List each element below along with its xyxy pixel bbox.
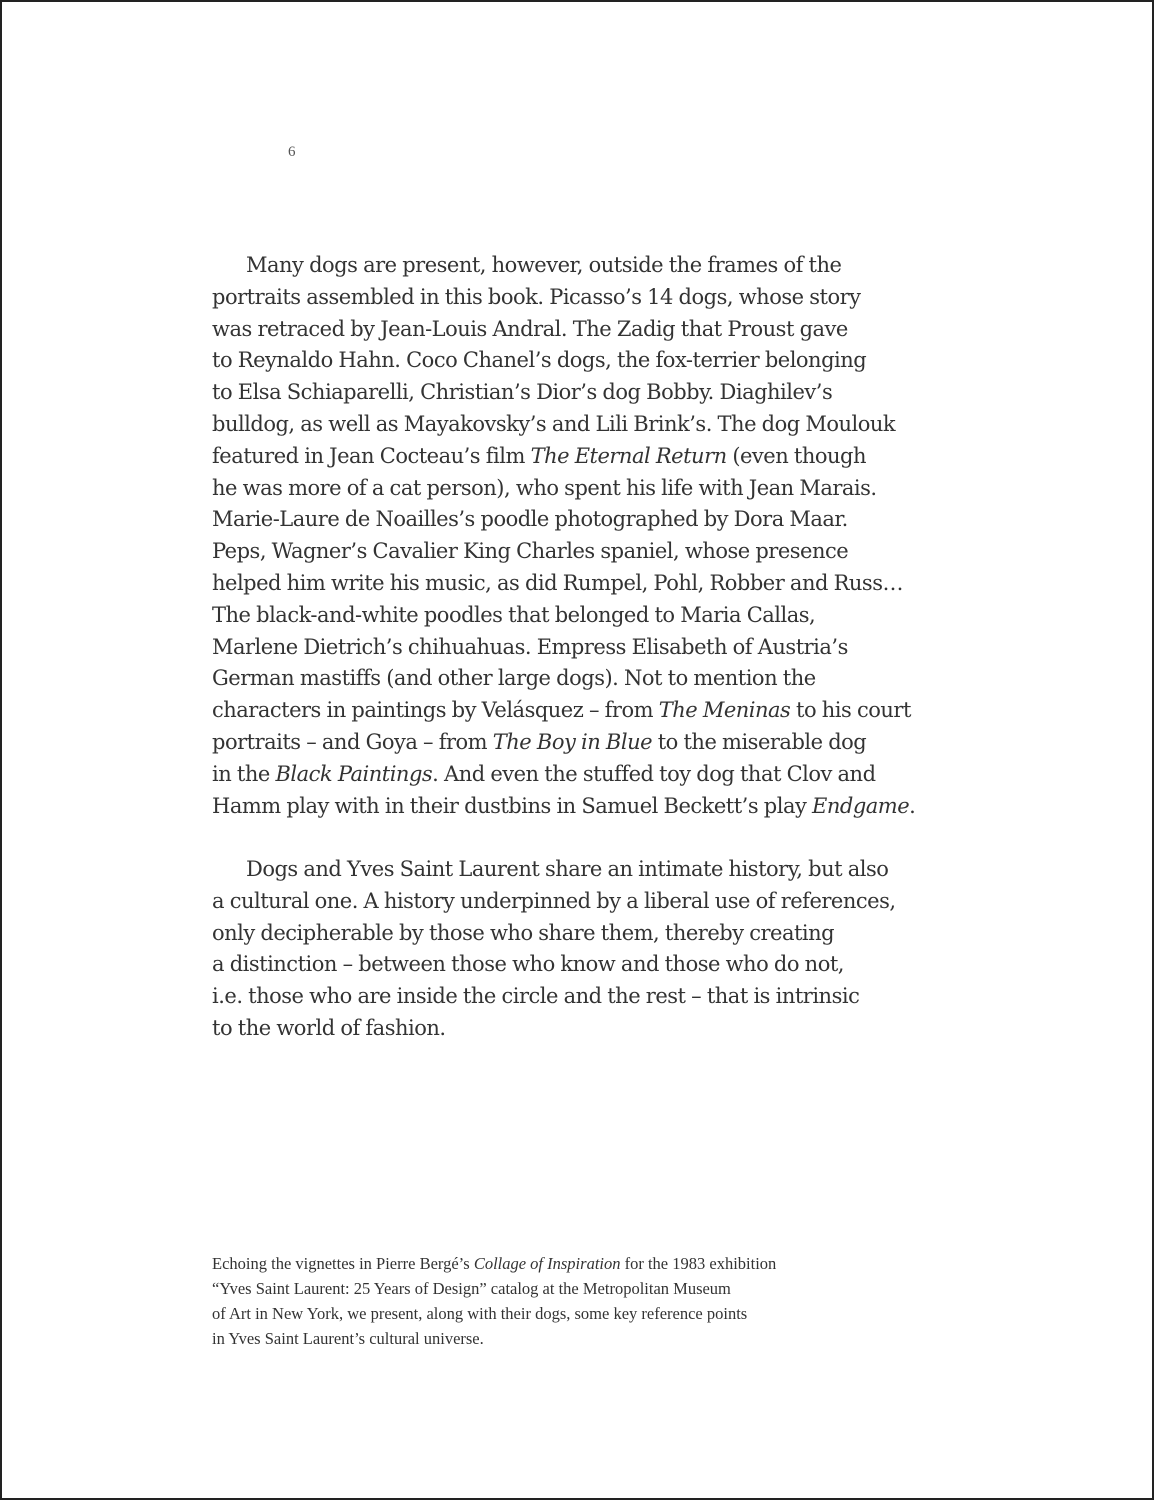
- text-run: bulldog, as well as Mayakovsky’s and Lili Brink’s. The dog Moulouk: [212, 411, 896, 436]
- text-run: a distinction – between those who know and those who do not,: [212, 952, 844, 977]
- italic-title: The Boy in Blue: [492, 729, 653, 754]
- text-run: Marlene Dietrich’s chihuahuas. Empress Elisabeth of Austria’s: [212, 634, 848, 659]
- text-line: [212, 632, 912, 664]
- text-run: German mastiffs (and other large dogs). Not to mention the: [212, 666, 816, 691]
- text-line: [212, 536, 912, 568]
- paragraph-dogs-in-culture: [212, 250, 916, 822]
- text-run: in the: [212, 761, 276, 786]
- text-run: Many dogs are present, however, outside the frames of the: [246, 253, 842, 277]
- text-run: a cultural one. A history underpinned by a liberal use of references,: [212, 888, 896, 913]
- text-line: [212, 314, 912, 346]
- italic-title: Endgame: [812, 793, 910, 818]
- italic-title: The Eternal Return: [530, 443, 727, 468]
- text-run: to the miserable dog: [652, 729, 867, 754]
- text-run: (even though: [726, 443, 867, 468]
- text-line: [212, 727, 912, 759]
- text-run: to his court: [790, 698, 911, 723]
- text-run: Peps, Wagner’s Cavalier King Charles spaniel, whose presence: [212, 539, 849, 564]
- text-run: only decipherable by those who share them, thereby creating: [212, 920, 835, 945]
- text-run: .: [909, 793, 916, 818]
- paragraph-cultural-history: [212, 854, 912, 1045]
- text-run: The black-and-white poodles that belonged to Maria Callas,: [212, 602, 816, 627]
- text-line: [212, 1326, 852, 1351]
- text-line: [212, 441, 912, 473]
- text-line: [212, 981, 912, 1013]
- text-line: [212, 949, 912, 981]
- italic-title: Collage of Inspiration: [473, 1254, 621, 1273]
- footnote-caption: [212, 1251, 852, 1351]
- italic-title: The Meninas: [658, 698, 791, 723]
- text-line: [212, 1301, 852, 1326]
- text-line: [212, 377, 912, 409]
- text-run: Marie-Laure de Noailles’s poodle photographed by Dora Maar.: [212, 507, 848, 532]
- text-run: to Elsa Schiaparelli, Christian’s Dior’s dog Bobby. Diaghilev’s: [212, 380, 833, 405]
- text-line: [212, 282, 912, 314]
- text-line: [212, 345, 912, 377]
- text-line: [212, 1251, 852, 1276]
- text-run: Echoing the vignettes in Pierre Bergé’s: [212, 1254, 474, 1273]
- text-line: [212, 409, 912, 441]
- text-run: of Art in New York, we present, along with their dogs, some key reference points: [212, 1304, 748, 1323]
- text-run: for the 1983 exhibition: [620, 1254, 777, 1273]
- text-line: [212, 473, 912, 505]
- text-run: characters in paintings by Velásquez – from: [212, 698, 659, 723]
- text-run: in Yves Saint Laurent’s cultural universe.: [212, 1329, 484, 1348]
- text-line: [212, 250, 912, 282]
- text-run: to the world of fashion.: [212, 1015, 446, 1040]
- italic-title: Black Paintings: [275, 761, 433, 786]
- text-run: he was more of a cat person), who spent his life with Jean Marais.: [212, 475, 877, 500]
- text-run: Dogs and Yves Saint Laurent share an intimate history, but also: [246, 857, 889, 881]
- text-run: Hamm play with in their dustbins in Samuel Beckett’s play: [212, 793, 813, 818]
- text-run: was retraced by Jean-Louis Andral. The Zadig that Proust gave: [212, 316, 848, 341]
- text-line: [212, 791, 916, 823]
- text-run: . And even the stuffed toy dog that Clov and: [432, 761, 876, 786]
- text-run: portraits assembled in this book. Picasso’s 14 dogs, whose story: [212, 284, 861, 309]
- text-run: portraits – and Goya – from: [212, 729, 493, 754]
- text-line: [212, 1013, 912, 1045]
- text-run: i.e. those who are inside the circle and the rest – that is intrinsic: [212, 984, 860, 1009]
- page-number: 6: [288, 144, 296, 160]
- text-line: [212, 695, 912, 727]
- text-line: [212, 1276, 852, 1301]
- text-line: [212, 918, 912, 950]
- text-line: [212, 663, 912, 695]
- text-line: [212, 854, 912, 886]
- text-line: [212, 759, 912, 791]
- text-line: [212, 504, 912, 536]
- text-line: [212, 568, 912, 600]
- text-line: [212, 600, 912, 632]
- text-run: “Yves Saint Laurent: 25 Years of Design” catalog at the Metropolitan Museum: [212, 1279, 731, 1298]
- text-line: [212, 886, 912, 918]
- text-run: helped him write his music, as did Rumpel, Pohl, Robber and Russ…: [212, 570, 903, 595]
- text-run: featured in Jean Cocteau’s film: [212, 443, 531, 468]
- text-run: to Reynaldo Hahn. Coco Chanel’s dogs, the fox-terrier belonging: [212, 348, 867, 373]
